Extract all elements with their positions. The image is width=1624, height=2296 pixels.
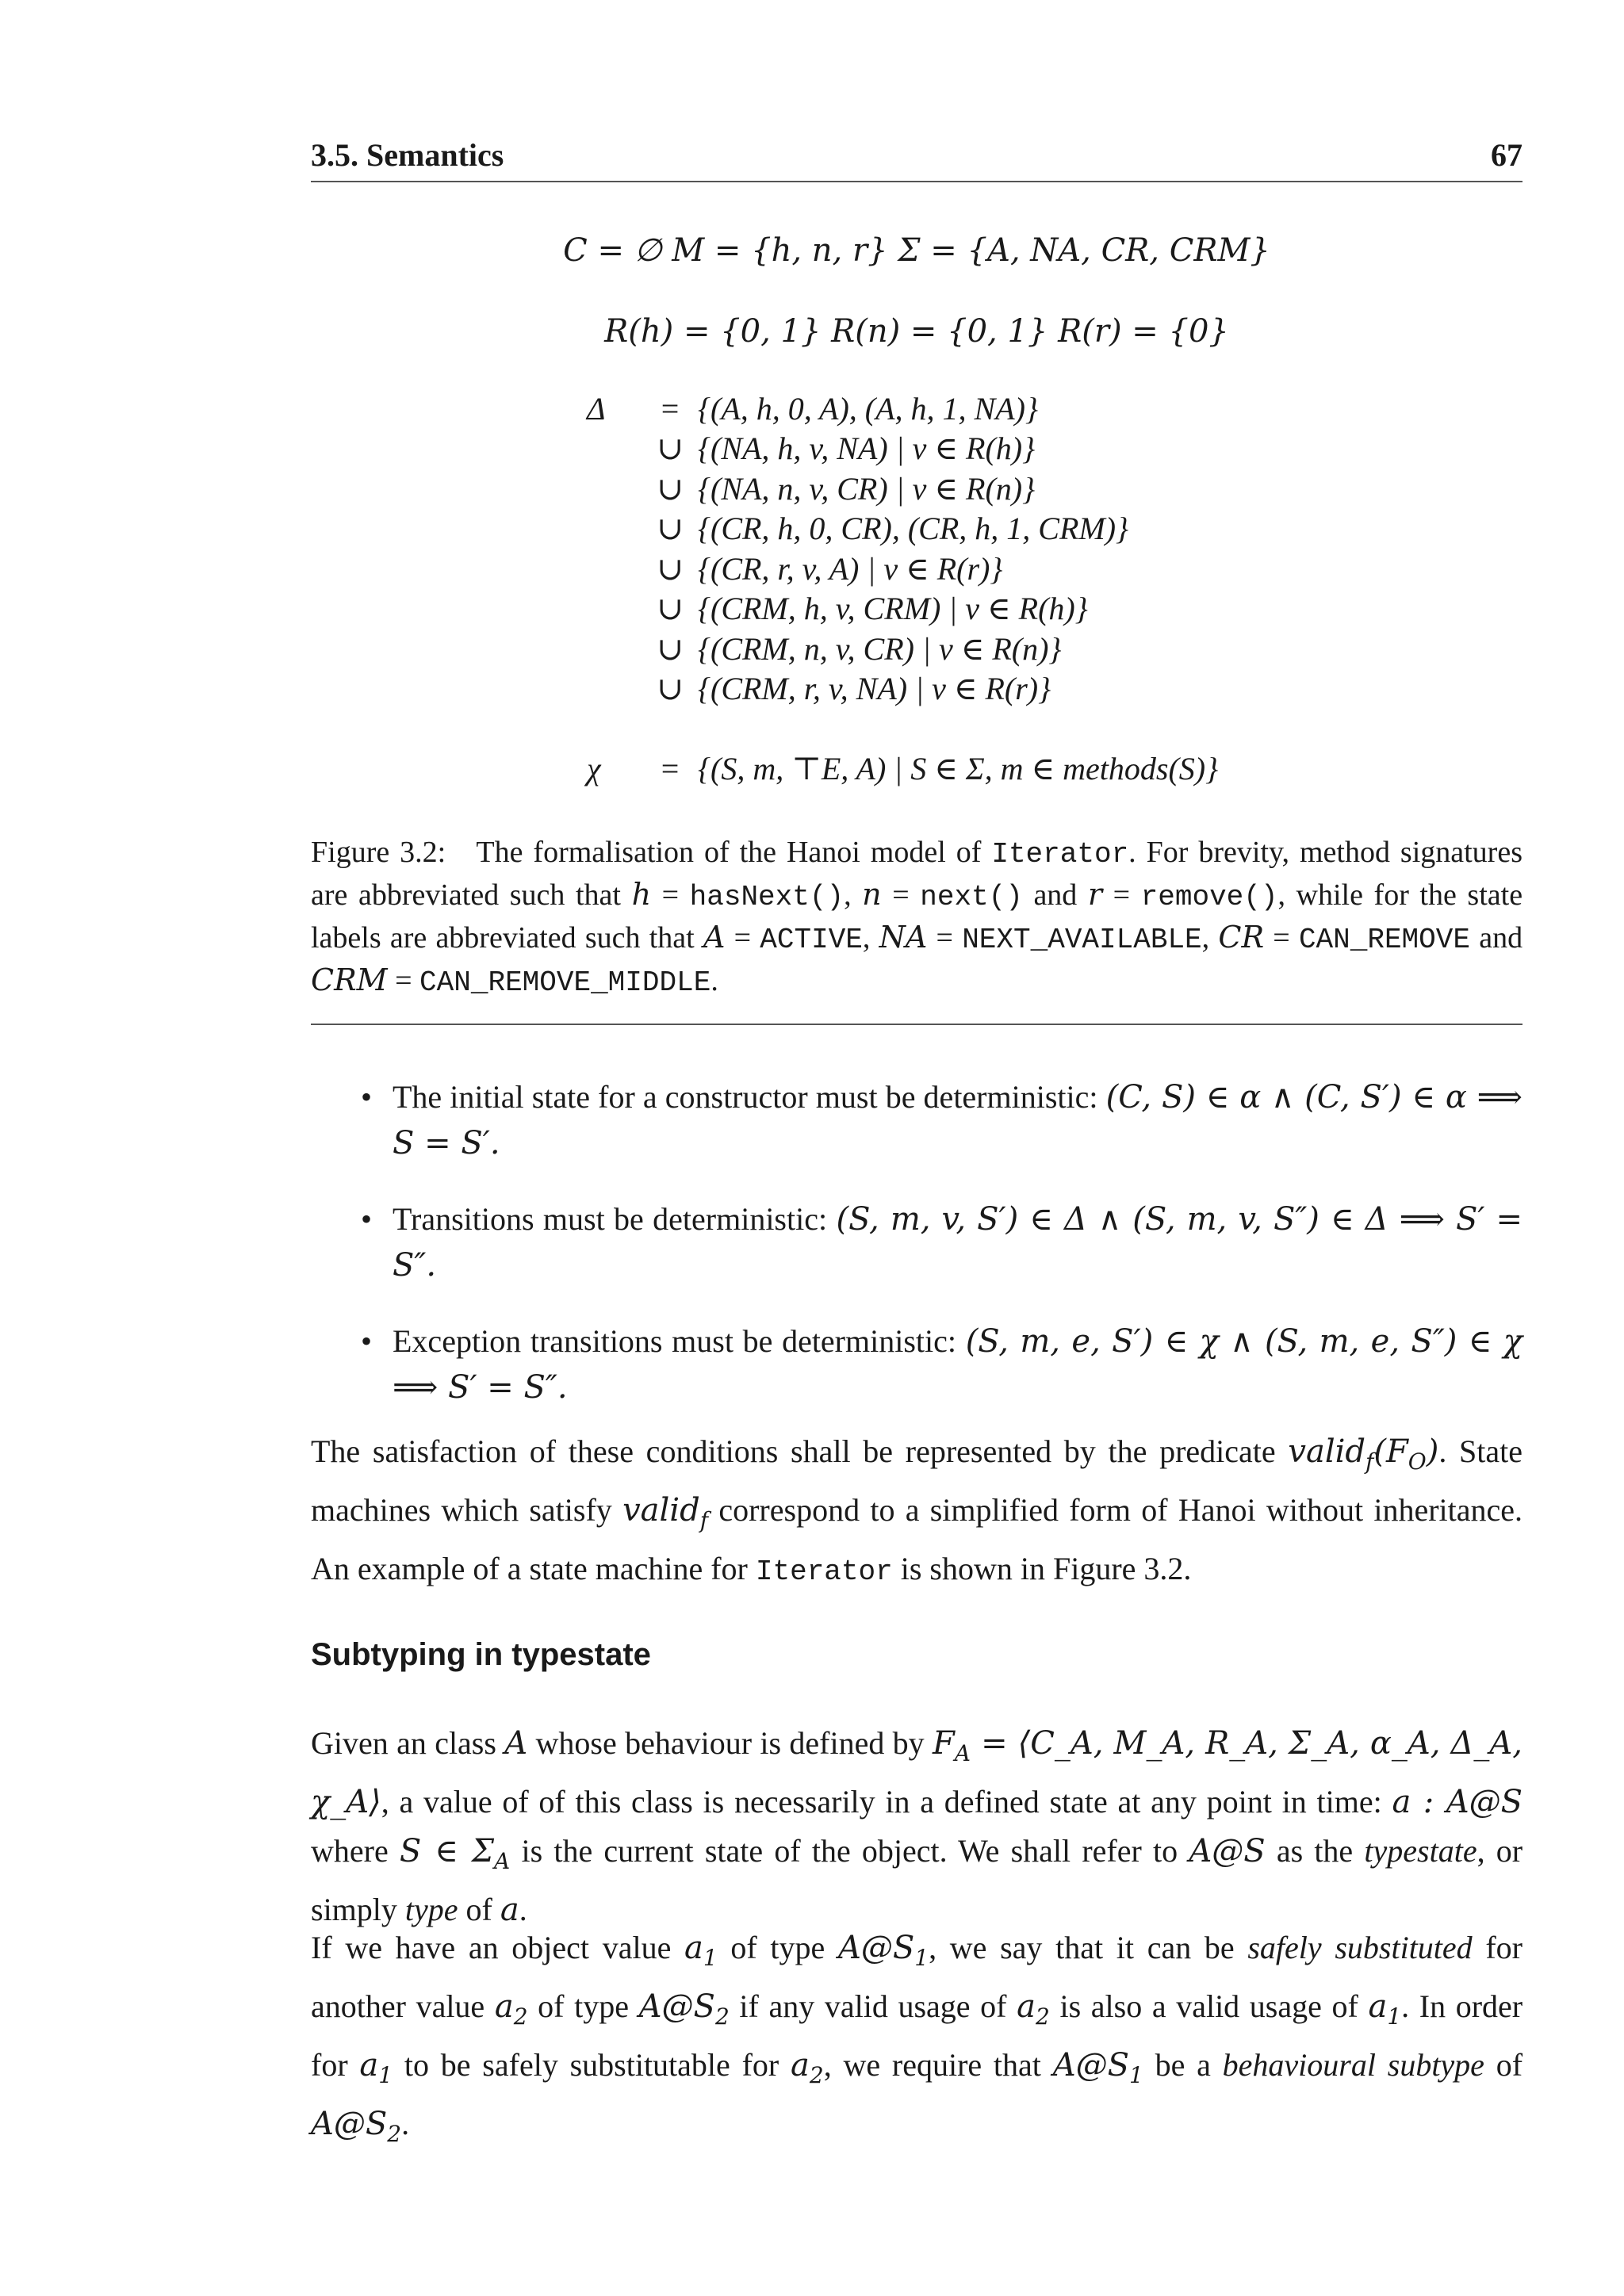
figure-caption: Figure 3.2: The formalisation of the Hanoi model of Iterator. For brevity, method signatures are abbreviated such that h = hasNext(), n = next() and r = remove(), while for the state labels are abbreviated such that A = ACTIVE, NA = NEXT_AVAILABLE, CR = CAN_REMOVE and CRM = CAN_REMOVE_MIDDLE. [311, 836, 1523, 999]
paragraph-substitution: If we have an object value $a_1$ of type $A@S_1$, we say that it can be safely substituted for another value $a_2$ of type $A@S_2$ if any valid usage of $a_2$ is also a valid usage of $a_1$. In order for $a_1$ to be safely substitutable for $a_2$, we require that $A@S_1$ be a behavioural subtype of $A@S_2$. [311, 1930, 1523, 2147]
running-header [311, 136, 1522, 182]
condition-list [361, 1074, 1522, 1441]
delta-row: Δ = {(A, h, 0, A), (A, h, 1, NA)} [587, 390, 1038, 427]
delta-row: ∪ {(CRM, n, v, CR) | v ∈ R(n)} [657, 630, 1062, 667]
figure-line-2: R(h) = {0, 1} R(n) = {0, 1} R(r) = {0} [604, 313, 1229, 350]
delta-row: ∪ {(CRM, r, v, NA) | v ∈ R(r)} [657, 671, 1051, 707]
paragraph-validity: The satisfaction of these conditions shall be represented by the predicate $valid_f(F_O)$. State machines which satisfy valid$_f$ correspond to a simplified form of Hanoi without inheritance. An example of a state machine for Iterator is shown in Figure 3.2. [311, 1433, 1523, 1588]
figure-divider [311, 1024, 1522, 1025]
list-item: • The initial state for a constructor must be deterministic: (C, S) ∈ α ∧ (C, S′) ∈ α ⟹ S = S′. [361, 1074, 1522, 1166]
delta-row: ∪ {(CRM, h, v, CRM) | v ∈ R(h)} [657, 591, 1088, 627]
delta-row: ∪ {(NA, n, v, CR) | v ∈ R(n)} [657, 470, 1036, 507]
page-number: 67 [1491, 137, 1522, 173]
list-item: • Exception transitions must be deterministic: (S, m, e, S′) ∈ χ ∧ (S, m, e, S″) ∈ χ ⟹ S′ = S″. [361, 1318, 1522, 1410]
section-title: 3.5. Semantics [311, 137, 504, 173]
delta-row: ∪ {(CR, r, v, A) | v ∈ R(r)} [657, 550, 1003, 587]
delta-definition [587, 388, 1218, 789]
paragraph-typestate: Given an class A whose behaviour is defined by $F_A$ = ⟨C_A, M_A, R_A, Σ_A, α_A, Δ_A, χ_A⟩, a value of of this class is necessarily in a defined state at any point in time: a : A@S where S ∈ $\Sigma_A$ is the current state of the object. We shall refer to A@S as the typestate, or simply type of a. [311, 1725, 1523, 1928]
section-subheading: Subtyping in typestate [311, 1637, 651, 1672]
figure-line-1: C = ∅ M = {h, n, r} Σ = {A, NA, CR, CRM} [563, 232, 1270, 269]
delta-row: ∪ {(NA, h, v, NA) | v ∈ R(h)} [657, 430, 1036, 467]
list-item: • Transitions must be deterministic: (S, m, v, S′) ∈ Δ ∧ (S, m, v, S″) ∈ Δ ⟹ S′ = S″. [361, 1196, 1522, 1288]
chi-row: χ = {(S, m, ⊤E, A) | S ∈ Σ, m ∈ methods(S)} [587, 750, 1219, 786]
delta-row: ∪ {(CR, h, 0, CR), (CR, h, 1, CRM)} [657, 511, 1129, 547]
